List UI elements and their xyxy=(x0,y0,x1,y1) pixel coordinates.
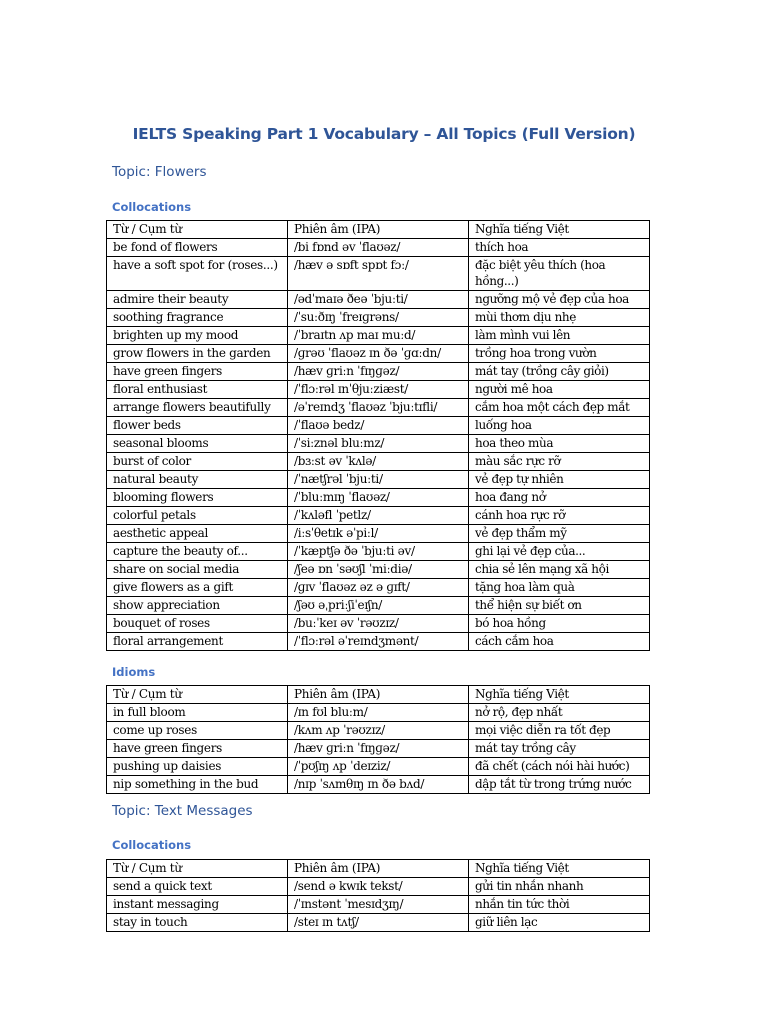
topic-heading-flowers: Topic: Flowers xyxy=(112,164,207,180)
cell-ipa: /ʃəʊ əˌpriːʃiˈeɪʃn/ xyxy=(288,597,469,615)
cell-ipa: /ˈnætʃrəl ˈbjuːti/ xyxy=(288,471,469,489)
column-header-ipa: Phiên âm (IPA) xyxy=(288,860,469,878)
cell-term: in full bloom xyxy=(107,704,288,722)
column-header-vn: Nghĩa tiếng Việt xyxy=(469,686,650,704)
cell-vn: mùi thơm dịu nhẹ xyxy=(469,309,650,327)
table-row xyxy=(107,579,650,597)
cell-ipa: /iːsˈθetɪk əˈpiːl/ xyxy=(288,525,469,543)
cell-term: have a soft spot for (roses...) xyxy=(107,257,288,291)
cell-term: instant messaging xyxy=(107,896,288,914)
cell-vn: màu sắc rực rỡ xyxy=(469,453,650,471)
table-row xyxy=(107,471,650,489)
column-header-ipa: Phiên âm (IPA) xyxy=(288,686,469,704)
table-header-row xyxy=(107,221,650,239)
table-row xyxy=(107,435,650,453)
vocab-table-flowers-idioms xyxy=(106,685,650,794)
cell-ipa: /ˈkæptʃə ðə ˈbjuːti əv/ xyxy=(288,543,469,561)
cell-vn: đã chết (cách nói hài hước) xyxy=(469,758,650,776)
cell-vn: mọi việc diễn ra tốt đẹp xyxy=(469,722,650,740)
cell-term: nip something in the bud xyxy=(107,776,288,794)
table-row xyxy=(107,740,650,758)
table-row xyxy=(107,363,650,381)
table-row xyxy=(107,615,650,633)
cell-term: arrange flowers beautifully xyxy=(107,399,288,417)
table-row xyxy=(107,309,650,327)
cell-term: bouquet of roses xyxy=(107,615,288,633)
cell-term: be fond of flowers xyxy=(107,239,288,257)
table-row xyxy=(107,525,650,543)
table-header-row xyxy=(107,686,650,704)
cell-vn: cắm hoa một cách đẹp mắt xyxy=(469,399,650,417)
cell-term: pushing up daisies xyxy=(107,758,288,776)
cell-vn: trồng hoa trong vườn xyxy=(469,345,650,363)
table-row xyxy=(107,776,650,794)
table-row xyxy=(107,417,650,435)
table-row xyxy=(107,453,650,471)
table-row xyxy=(107,327,650,345)
table-row xyxy=(107,399,650,417)
topic-heading-text-messages: Topic: Text Messages xyxy=(112,803,253,819)
table-row xyxy=(107,878,650,896)
cell-ipa: /hæv ə sɒft spɒt fɔː/ xyxy=(288,257,469,291)
cell-ipa: /ˈpʊʃɪŋ ʌp ˈdeɪziz/ xyxy=(288,758,469,776)
column-header-term: Từ / Cụm từ xyxy=(107,221,288,239)
column-header-term: Từ / Cụm từ xyxy=(107,686,288,704)
cell-vn: làm mình vui lên xyxy=(469,327,650,345)
cell-ipa: /ˈflɔːrəl ɪnˈθjuːziæst/ xyxy=(288,381,469,399)
cell-vn: nở rộ, đẹp nhất xyxy=(469,704,650,722)
cell-ipa: /kʌm ʌp ˈrəʊzɪz/ xyxy=(288,722,469,740)
column-header-vn: Nghĩa tiếng Việt xyxy=(469,221,650,239)
cell-vn: ghi lại vẻ đẹp của... xyxy=(469,543,650,561)
cell-vn: thích hoa xyxy=(469,239,650,257)
vocab-table-flowers-collocations xyxy=(106,220,650,651)
cell-term: give flowers as a gift xyxy=(107,579,288,597)
cell-term: aesthetic appeal xyxy=(107,525,288,543)
table-row xyxy=(107,543,650,561)
cell-term: send a quick text xyxy=(107,878,288,896)
table-row xyxy=(107,896,650,914)
cell-ipa: /send ə kwɪk tekst/ xyxy=(288,878,469,896)
cell-term: burst of color xyxy=(107,453,288,471)
cell-term: floral arrangement xyxy=(107,633,288,651)
table-row xyxy=(107,507,650,525)
cell-ipa: /hæv ɡriːn ˈfɪŋɡəz/ xyxy=(288,740,469,758)
document-title: IELTS Speaking Part 1 Vocabulary – All Topics (Full Version) xyxy=(132,125,636,143)
cell-term: stay in touch xyxy=(107,914,288,932)
cell-term: show appreciation xyxy=(107,597,288,615)
subheading-text-messages-collocations: Collocations xyxy=(112,838,192,852)
cell-vn: hoa đang nở xyxy=(469,489,650,507)
cell-ipa: /nɪp ˈsʌmθɪŋ ɪn ðə bʌd/ xyxy=(288,776,469,794)
subheading-flowers-idioms: Idioms xyxy=(112,665,156,679)
cell-vn: mát tay (trồng cây giỏi) xyxy=(469,363,650,381)
cell-term: floral enthusiast xyxy=(107,381,288,399)
cell-ipa: /ˈsiːznəl bluːmz/ xyxy=(288,435,469,453)
cell-vn: ngưỡng mộ vẻ đẹp của hoa xyxy=(469,291,650,309)
cell-vn: vẻ đẹp tự nhiên xyxy=(469,471,650,489)
cell-term: brighten up my mood xyxy=(107,327,288,345)
cell-vn: người mê hoa xyxy=(469,381,650,399)
cell-ipa: /ˈflaʊə bedz/ xyxy=(288,417,469,435)
cell-ipa: /ˈbluːmɪŋ ˈflaʊəz/ xyxy=(288,489,469,507)
cell-ipa: /ɪn fʊl bluːm/ xyxy=(288,704,469,722)
cell-term: capture the beauty of... xyxy=(107,543,288,561)
table-row xyxy=(107,345,650,363)
cell-term: grow flowers in the garden xyxy=(107,345,288,363)
cell-term: flower beds xyxy=(107,417,288,435)
cell-term: have green fingers xyxy=(107,363,288,381)
cell-term: colorful petals xyxy=(107,507,288,525)
cell-vn: bó hoa hồng xyxy=(469,615,650,633)
cell-ipa: /ˈɪnstənt ˈmesɪdʒɪŋ/ xyxy=(288,896,469,914)
cell-vn: luống hoa xyxy=(469,417,650,435)
table-row xyxy=(107,489,650,507)
cell-vn: cánh hoa rực rỡ xyxy=(469,507,650,525)
table-row xyxy=(107,291,650,309)
table-row xyxy=(107,597,650,615)
cell-vn: đặc biệt yêu thích (hoa hồng...) xyxy=(469,257,650,291)
table-row xyxy=(107,239,650,257)
cell-ipa: /ˈkʌləfl ˈpetlz/ xyxy=(288,507,469,525)
cell-term: blooming flowers xyxy=(107,489,288,507)
cell-term: soothing fragrance xyxy=(107,309,288,327)
subheading-flowers-collocations: Collocations xyxy=(112,200,192,214)
cell-term: admire their beauty xyxy=(107,291,288,309)
column-header-ipa: Phiên âm (IPA) xyxy=(288,221,469,239)
vocab-table-text-messages-collocations xyxy=(106,859,650,932)
cell-term: come up roses xyxy=(107,722,288,740)
cell-ipa: /ədˈmaɪə ðeə ˈbjuːti/ xyxy=(288,291,469,309)
cell-vn: cách cắm hoa xyxy=(469,633,650,651)
cell-ipa: /ɡɪv ˈflaʊəz əz ə ɡɪft/ xyxy=(288,579,469,597)
cell-vn: giữ liên lạc xyxy=(469,914,650,932)
cell-ipa: /steɪ ɪn tʌtʃ/ xyxy=(288,914,469,932)
table-header-row xyxy=(107,860,650,878)
cell-vn: mát tay trồng cây xyxy=(469,740,650,758)
cell-vn: gửi tin nhắn nhanh xyxy=(469,878,650,896)
cell-ipa: /ɡrəʊ ˈflaʊəz ɪn ðə ˈɡɑːdn/ xyxy=(288,345,469,363)
table-row xyxy=(107,633,650,651)
cell-term: share on social media xyxy=(107,561,288,579)
column-header-vn: Nghĩa tiếng Việt xyxy=(469,860,650,878)
cell-ipa: /bi fɒnd əv ˈflaʊəz/ xyxy=(288,239,469,257)
cell-vn: nhắn tin tức thời xyxy=(469,896,650,914)
table-row xyxy=(107,561,650,579)
table-row xyxy=(107,722,650,740)
cell-vn: chia sẻ lên mạng xã hội xyxy=(469,561,650,579)
table-row xyxy=(107,257,650,291)
cell-vn: tặng hoa làm quà xyxy=(469,579,650,597)
cell-ipa: /ˈsuːðɪŋ ˈfreɪɡrəns/ xyxy=(288,309,469,327)
table-row xyxy=(107,758,650,776)
cell-ipa: /əˈreɪndʒ ˈflaʊəz ˈbjuːtɪfli/ xyxy=(288,399,469,417)
cell-term: natural beauty xyxy=(107,471,288,489)
cell-ipa: /bɜːst əv ˈkʌlə/ xyxy=(288,453,469,471)
cell-vn: vẻ đẹp thẩm mỹ xyxy=(469,525,650,543)
cell-term: have green fingers xyxy=(107,740,288,758)
column-header-term: Từ / Cụm từ xyxy=(107,860,288,878)
cell-ipa: /ˈflɔːrəl əˈreɪndʒmənt/ xyxy=(288,633,469,651)
cell-ipa: /ˈbraɪtn ʌp maɪ muːd/ xyxy=(288,327,469,345)
cell-ipa: /buːˈkeɪ əv ˈrəʊzɪz/ xyxy=(288,615,469,633)
cell-ipa: /ʃeə ɒn ˈsəʊʃl ˈmiːdiə/ xyxy=(288,561,469,579)
table-row xyxy=(107,914,650,932)
cell-vn: thể hiện sự biết ơn xyxy=(469,597,650,615)
table-row xyxy=(107,704,650,722)
cell-vn: dập tắt từ trong trứng nước xyxy=(469,776,650,794)
cell-term: seasonal blooms xyxy=(107,435,288,453)
cell-vn: hoa theo mùa xyxy=(469,435,650,453)
table-row xyxy=(107,381,650,399)
cell-ipa: /hæv ɡriːn ˈfɪŋɡəz/ xyxy=(288,363,469,381)
